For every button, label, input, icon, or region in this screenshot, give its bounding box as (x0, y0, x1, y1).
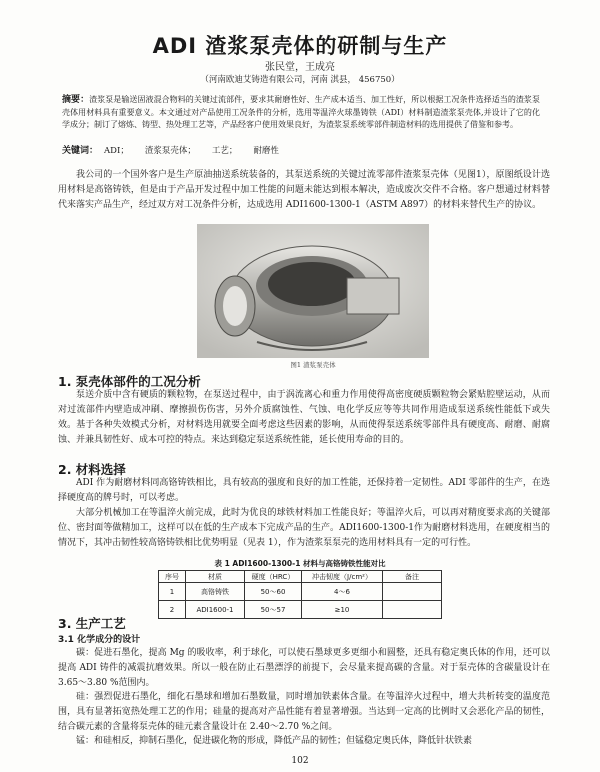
figure-pump-casing (197, 224, 429, 358)
page-number: 102 (291, 756, 309, 766)
keywords-label: 关键词： (62, 146, 99, 156)
table-header-cell: 硬度（HRC） (245, 571, 302, 583)
keyword-item: ADI； (104, 146, 129, 156)
table-cell: ADI1600-1 (186, 601, 245, 619)
table-header-cell: 材质 (186, 571, 245, 583)
table-1 (158, 570, 442, 619)
section-3-heading: 3. 生产工艺 (58, 616, 126, 631)
keyword-item: 耐磨性 (253, 146, 279, 156)
section-2-paragraph-1: ADI 作为耐磨材料同高铬铸铁相比，具有较高的强度和良好的加工性能，还保持着一定韧性。ADI 零部件的生产，在选择硬度高的牌号时，可以考虑。 (58, 478, 550, 503)
affiliation: （河南欧迪艾铸造有限公司，河南 淇县， 456750） (200, 75, 400, 85)
figure-caption: 图1 渣浆泵壳体 (290, 361, 336, 369)
table-cell: 50～57 (245, 601, 302, 619)
table-cell (383, 601, 442, 619)
paper-title: ADI 渣浆泵壳体的研制与生产 (152, 34, 448, 58)
table-header-cell: 冲击韧度（J/cm²） (302, 571, 383, 583)
table-cell: 高铬铸铁 (186, 583, 245, 601)
abstract-label: 摘要： (62, 95, 90, 105)
table-cell: 1 (159, 583, 186, 601)
table-cell: 50～60 (245, 583, 302, 601)
table-row (159, 583, 442, 601)
table-cell: 4～6 (302, 583, 383, 601)
table-1-caption: 表 1 ADI1600-1300-1 材料与高铬铸铁性能对比 (214, 559, 386, 568)
table-header-row (159, 571, 442, 583)
authors: 张民堂，王成亮 (265, 62, 335, 73)
table-row (159, 601, 442, 619)
table-cell: ≥10 (302, 601, 383, 619)
keywords (62, 143, 540, 156)
table-header-cell: 序号 (159, 571, 186, 583)
section-3-paragraph-manganese: 锰：和硅相反，抑制石墨化，促进碳化物的形成，降低产品的韧性；但锰稳定奥氏体，降低针状铁素 (76, 736, 473, 746)
section-2-heading: 2. 材料选择 (58, 462, 126, 477)
keyword-item: 工艺； (211, 146, 238, 156)
section-3-paragraph-carbon: 碳：促进石墨化，提高 Mg 的吸收率，利于球化，可以使石墨球更多更细小和圆整，还具有稳定奥氏体的作用，还可以提高 ADI 铸件的减震抗磨效果。所以一般在防止石墨漂浮的前提下，会尽量来提高碳的含量。对于泵壳体的含碳量设计在 3.65～3.80 %范围内。 (58, 648, 550, 688)
section-3-paragraph-silicon: 硅：强烈促进石墨化，细化石墨球和增加石墨数量，同时增加铁素体含量。在等温淬火过程中，增大共析转变的温度范围，具有显著拓宽热处理工艺的作用；硅量的提高对产品性能有着显著增强。当达到一定高的比例时又会恶化产品的韧性，结合碳元素的含量将泵壳体的硅元素含量设计在 2.40～2.70 %之间。 (58, 692, 550, 732)
table-cell: 2 (159, 601, 186, 619)
section-1-heading: 1. 泵壳体部件的工况分析 (58, 374, 201, 389)
keyword-item: 渣浆泵壳体； (144, 146, 196, 156)
pump-casing-photo (197, 224, 429, 358)
abstract-text: 渣浆泵是输送固液混合物料的关键过流部件，要求其耐磨性好、生产成本适当、加工性好，所以根据工况条件选择适当的渣浆泵壳体用材料具有重要意义。本文通过对产品使用工况条件的分析，选用等温淬火球墨铸铁（ADI）材料制造渣浆泵壳体,并设计了它的化学成分；制订了熔炼、铸型、热处理工艺等，产品经客户使用效果良好，为渣浆泵系统零部件制造材料的选用提供了借鉴和参考。 (62, 95, 540, 129)
abstract (62, 94, 540, 132)
intro-paragraph: 我公司的一个国外客户是生产原油抽送系统装备的，其泵送系统的关键过流零部件渣浆泵壳体（见图1），原图纸设计选用材料是高铬铸铁，但是由于产品开发过程中加工性能的问题未能达到根本解决，造成废次交件不合格。客户想通过材料替代来落实产品生产，经过双方对工况条件分析，达成选用 ADI1600-1300-1（ASTM A897）的材料来替代生产的协议。 (58, 170, 550, 210)
section-2-paragraph-2: 大部分机械加工在等温淬火前完成，此时为优良的球铁材料加工性能良好；等温淬火后，可以再对精度要求高的关键部位、密封面等做精加工，这样可以在低的生产成本下完成产品的生产。ADI1600-1300-1作为耐磨材料选用，在硬度相当的情况下，其冲击韧性较高铬铸铁相比优势明显（见表 1），作为渣浆泵泵壳的选用材料具有一定的可行性。 (58, 508, 550, 548)
table-cell (383, 583, 442, 601)
section-3-1-heading: 3.1 化学成分的设计 (58, 635, 141, 645)
section-1-text: 泵送介质中含有硬质的颗粒物，在泵送过程中，由于涡流离心和重力作用使得高密度硬质颗粒物会紧贴腔壁运动，从而对过流部件内壁造成冲刷、摩擦损伤伤害，另外介质腐蚀性、气蚀、电化学反应等等共同作用造成泵送系统性能低下或失效。基于各种失效模式分析，对材料选用就要全面考虑这些因素的影响，从而使得泵送系统零部件具有硬度高、耐磨、耐腐蚀、并兼具韧性好、成本可控的特点。来达到稳定泵送系统性能，延长使用寿命的目的。 (58, 390, 550, 445)
table-header-cell: 备注 (383, 571, 442, 583)
